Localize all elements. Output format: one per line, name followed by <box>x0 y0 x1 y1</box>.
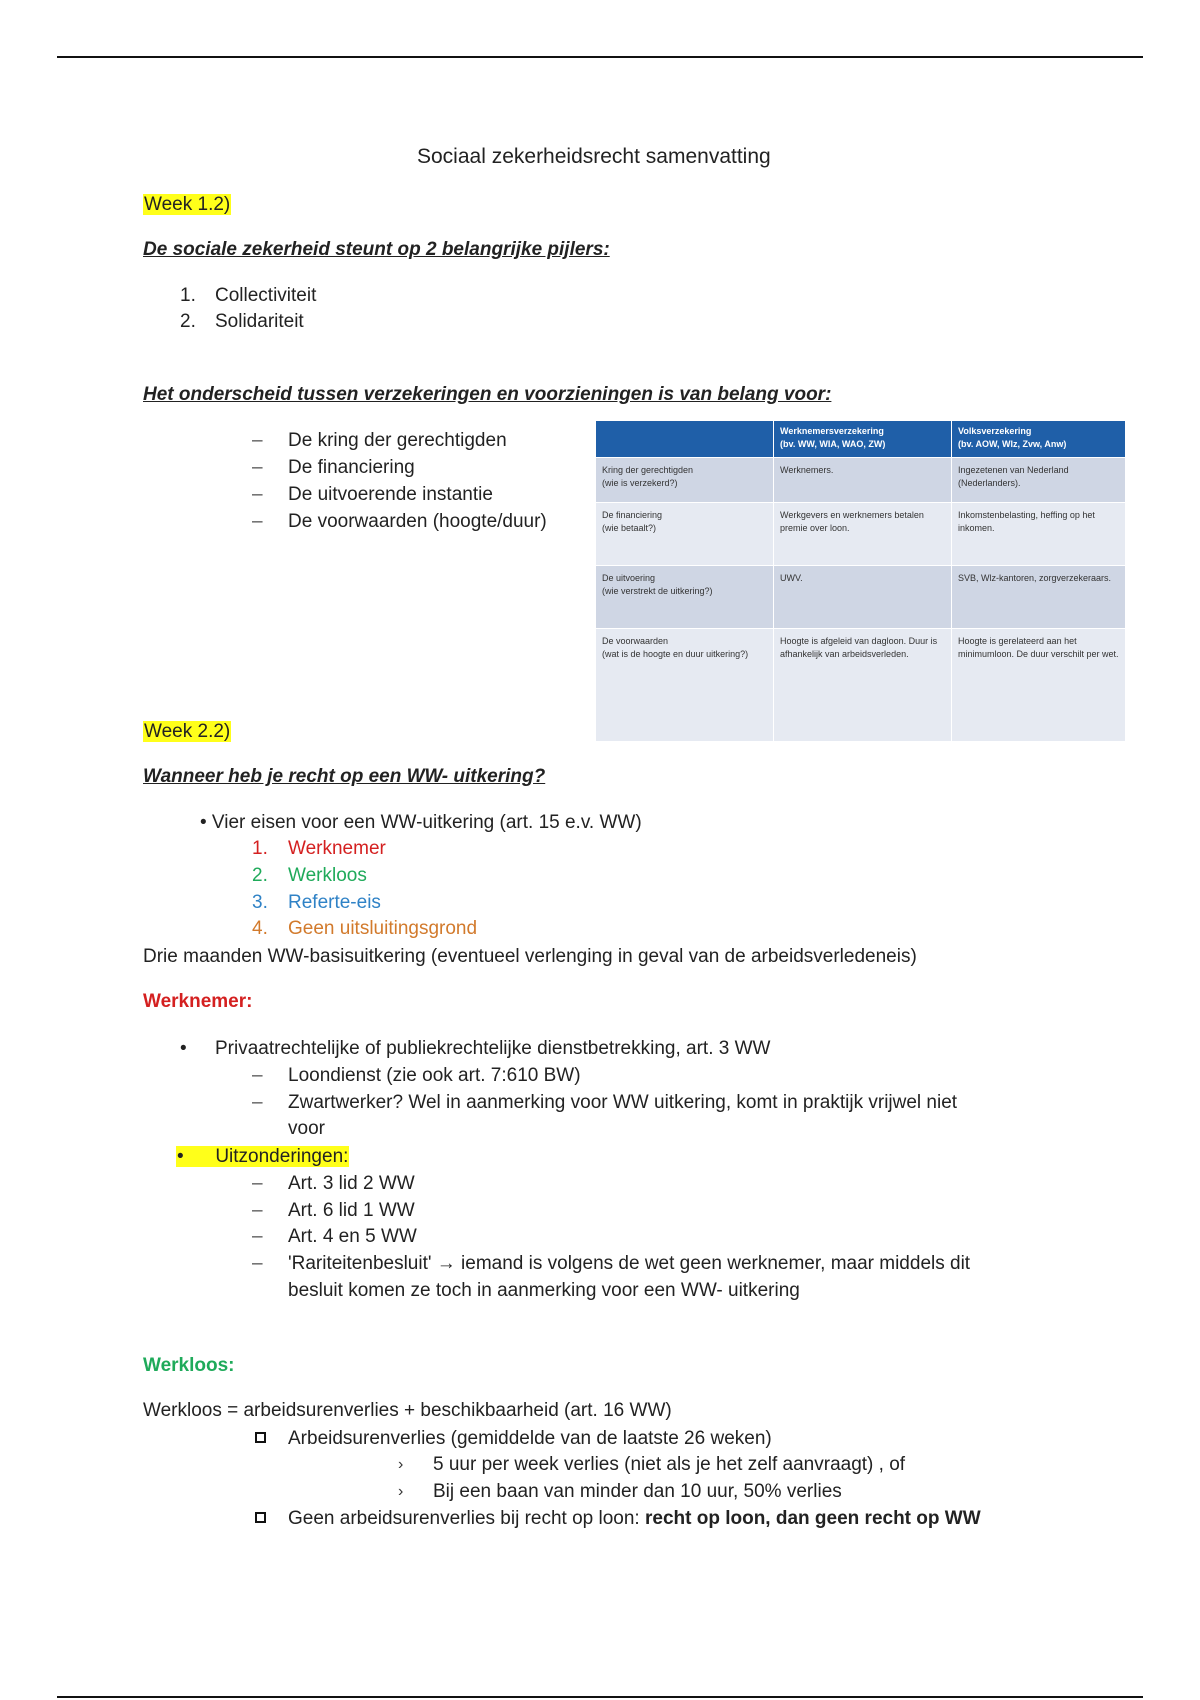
exceptions-label: • Uitzonderingen: <box>177 1146 349 1167</box>
table-header-empty <box>596 421 774 458</box>
dash-bullet: – <box>252 1173 263 1194</box>
werknemer-bullet: Privaatrechtelijke of publiekrechtelijke dienstbetrekking, art. 3 WW <box>215 1038 771 1059</box>
exception-item: Art. 3 lid 2 WW <box>288 1173 415 1194</box>
basic-benefit-text: Drie maanden WW-basisuitkering (eventueel verlenging in geval van de arbeidsverledeneis) <box>143 946 917 967</box>
requirements-intro: • Vier eisen voor een WW-uitkering (art. 15 e.v. WW) <box>200 812 642 833</box>
table-cell: Ingezetenen van Nederland (Nederlanders). <box>952 458 1126 503</box>
werkloos-heading: Werkloos: <box>143 1355 235 1376</box>
dash-bullet: – <box>252 1226 263 1247</box>
werkloos-sub-item: Bij een baan van minder dan 10 uur, 50% verlies <box>433 1481 842 1502</box>
requirement-number: 1. <box>252 838 268 859</box>
werknemer-heading: Werknemer: <box>143 991 253 1012</box>
comparison-table <box>595 420 1126 742</box>
requirement-number: 4. <box>252 918 268 939</box>
table-header-werknemersverzekering: Werknemersverzekering (bv. WW, WIA, WAO, ZW) <box>774 421 952 458</box>
dash-bullet: – <box>252 484 263 505</box>
werknemer-sub-item: Loondienst (zie ook art. 7:610 BW) <box>288 1065 581 1086</box>
requirement-item: Geen uitsluitingsgrond <box>288 918 478 939</box>
checkbox-square-icon <box>255 1432 266 1443</box>
dash-bullet: – <box>252 1065 263 1086</box>
top-rule <box>57 56 1143 58</box>
table-cell: Werknemers. <box>774 458 952 503</box>
dash-bullet: – <box>252 511 263 532</box>
werkloos-check-item: Arbeidsurenverlies (gemiddelde van de laatste 26 weken) <box>288 1428 772 1449</box>
exception-item-continued: besluit komen ze toch in aanmerking voor een WW- uitkering <box>288 1280 800 1301</box>
distinction-item: De voorwaarden (hoogte/duur) <box>288 511 547 532</box>
ww-heading: Wanneer heb je recht op een WW- uitkering? <box>143 766 546 787</box>
table-header-row <box>596 421 1126 458</box>
table-row <box>596 629 1126 742</box>
dash-bullet: – <box>252 1092 263 1113</box>
pillar-item: Solidariteit <box>215 311 304 332</box>
werknemer-sub-item: Zwartwerker? Wel in aanmerking voor WW uitkering, komt in praktijk vrijwel niet <box>288 1092 958 1113</box>
requirement-item: Werkloos <box>288 865 367 886</box>
table-cell: UWV. <box>774 566 952 629</box>
table-row-label: De financiering (wie betaalt?) <box>596 503 774 566</box>
pillar-item: Collectiviteit <box>215 285 317 306</box>
werkloos-definition: Werkloos = arbeidsurenverlies + beschikbaarheid (art. 16 WW) <box>143 1400 672 1421</box>
requirement-number: 3. <box>252 892 268 913</box>
dash-bullet: – <box>252 1200 263 1221</box>
distinction-heading: Het onderscheid tussen verzekeringen en voorzieningen is van belang voor: <box>143 384 832 405</box>
exception-item: Art. 4 en 5 WW <box>288 1226 417 1247</box>
dash-bullet: – <box>252 1253 263 1274</box>
exception-item: 'Rariteitenbesluit' → iemand is volgens de wet geen werknemer, maar middels dit <box>288 1253 971 1274</box>
exception-item: Art. 6 lid 1 WW <box>288 1200 415 1221</box>
table-row-label: Kring der gerechtigden (wie is verzekerd?) <box>596 458 774 503</box>
werkloos-check-item: Geen arbeidsurenverlies bij recht op loon: recht op loon, dan geen recht op WW <box>288 1508 981 1529</box>
distinction-item: De financiering <box>288 457 415 478</box>
table-row <box>596 566 1126 629</box>
week-2-label: Week 2.2) <box>144 721 231 742</box>
requirement-item: Referte-eis <box>288 892 381 913</box>
distinction-item: De uitvoerende instantie <box>288 484 493 505</box>
chevron-right-icon: › <box>398 1456 404 1473</box>
week-1-label: Week 1.2) <box>144 194 231 215</box>
table-cell: Werkgevers en werknemers betalen premie over loon. <box>774 503 952 566</box>
bottom-rule <box>57 1696 1143 1698</box>
table-row-label: De uitvoering (wie verstrekt de uitkering?) <box>596 566 774 629</box>
table-row <box>596 503 1126 566</box>
dash-bullet: – <box>252 457 263 478</box>
checkbox-square-icon <box>255 1512 266 1523</box>
bullet: • <box>180 1038 187 1059</box>
requirement-number: 2. <box>252 865 268 886</box>
table-cell: Hoogte is afgeleid van dagloon. Duur is afhankelijk van arbeidsverleden. <box>774 629 952 742</box>
pillar-number: 1. <box>180 285 196 306</box>
werknemer-sub-item-continued: voor <box>288 1118 325 1139</box>
chevron-right-icon: › <box>398 1483 404 1500</box>
table-row <box>596 458 1126 503</box>
werkloos-sub-item: 5 uur per week verlies (niet als je het zelf aanvraagt) , of <box>433 1454 906 1475</box>
table-cell: Hoogte is gerelateerd aan het minimumloon. De duur verschilt per wet. <box>952 629 1126 742</box>
page-title: Sociaal zekerheidsrecht samenvatting <box>417 145 771 168</box>
table-cell: SVB, Wlz-kantoren, zorgverzekeraars. <box>952 566 1126 629</box>
requirement-item: Werknemer <box>288 838 386 859</box>
pillar-number: 2. <box>180 311 196 332</box>
pillars-heading: De sociale zekerheid steunt op 2 belangrijke pijlers: <box>143 239 610 260</box>
table-row-label: De voorwaarden (wat is de hoogte en duur uitkering?) <box>596 629 774 742</box>
dash-bullet: – <box>252 430 263 451</box>
distinction-item: De kring der gerechtigden <box>288 430 507 451</box>
table-header-volksverzekering: Volksverzekering (bv. AOW, Wlz, Zvw, Anw) <box>952 421 1126 458</box>
table-cell: Inkomstenbelasting, heffing op het inkomen. <box>952 503 1126 566</box>
